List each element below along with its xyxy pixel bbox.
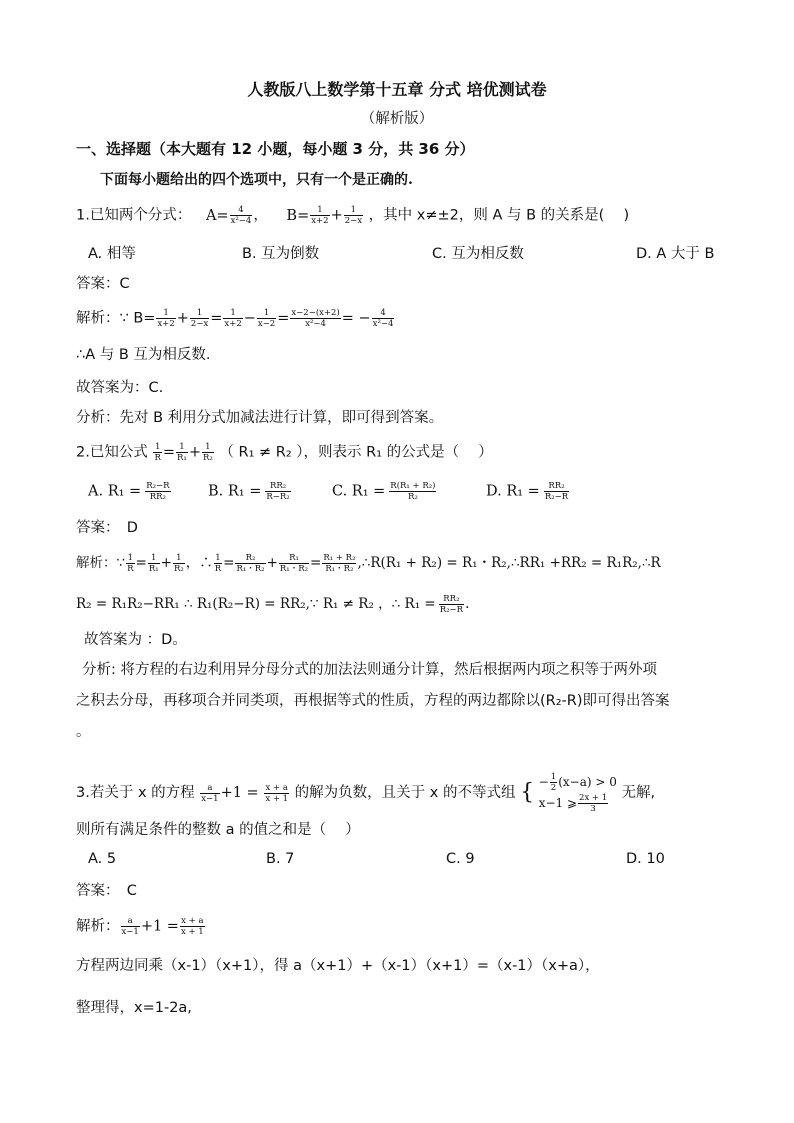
q3-stem-a: 3.若关于 x 的方程 [76, 785, 195, 801]
q3-answer: 答案： C [76, 883, 137, 899]
q1-jx-f2: $\frac{1}{2-x}$ [190, 308, 209, 329]
q1-stem-b: ，其中 x≠±2，则 A 与 B 的关系是( ) [368, 207, 630, 224]
q1-jx-op: + [176, 310, 189, 327]
q3-line3: 整理得，x=1-2a, [76, 1000, 192, 1016]
instruction: 下面每小题给出的四个选项中，只有一个是正确的. [100, 172, 413, 188]
q1-jx-f3: $\frac{1}{x+2}$ [224, 308, 242, 329]
q1-jx-label: 解析：∵ B= [76, 310, 156, 327]
q2-f2: $\frac{1}{\text{R₁}}$ [177, 442, 187, 463]
q3-option-c: C. 9 [446, 851, 475, 867]
q1-a-label: A= [205, 207, 229, 224]
q1-line4: 分析：先对 B 利用分式加减法进行计算，即可得到答案。 [76, 410, 444, 426]
q1-option-c: C. 互为相反数 [432, 246, 524, 262]
q1-line3: 故答案为：C. [76, 380, 164, 396]
q2-f1: $\frac{1}{R}$ [154, 442, 161, 463]
q2-f3: $\frac{1}{\text{R₂}}$ [202, 442, 213, 463]
q1-jx-f5: $\frac{x-2-(x+2)}{\text{x²−4}}$ [291, 308, 340, 329]
q2-analysis-3: 。 [76, 724, 91, 740]
q2-analysis-2: 之积去分母，再移项合并同类项，再根据等式的性质，方程的两边都除以(R₂-R)即可得出答案 [76, 693, 670, 709]
q1-jx-op: = [277, 310, 290, 327]
q1-jx-f1: $\frac{1}{x+2}$ [157, 308, 175, 329]
q2-option-c: C. R₁ = $\frac{\text{R(R₁ + R₂)}}{\text{R₂}}$ [332, 481, 436, 502]
q3-jx-f1: $\frac{a}{x-1}$ [121, 916, 139, 937]
q1-jx-op: − [243, 310, 256, 327]
q2-solution-line2: R₂ = R₁R₂−RR₁ ∴ R₁(R₂−R) = RR₂,∵ R₁ ≠ R₂ ，∴ R₁ = $\frac{\text{RR₂}}{\text{R₂−R}}$ . [76, 594, 470, 615]
q2-analysis-1: 分析: 将方程的右边利用异分母分式的加法法则通分计算，然后根据两内项之积等于两外项 [82, 662, 657, 678]
q3-stem [76, 772, 655, 814]
q3-stem-b: 的解为负数，且关于 x 的不等式组 [294, 785, 516, 801]
q1-stem-a: 1.已知两个分式： [76, 207, 192, 224]
q2-answer: 答案： D [76, 520, 138, 536]
q3-solution [76, 916, 206, 937]
q1-a-fraction: $\frac{4}{\text{x²−4}}$ [230, 205, 252, 226]
q3-jx-op: +1 = [140, 918, 179, 935]
q1-jx-f6: $\frac{4}{\text{x²−4}}$ [372, 308, 394, 329]
q1-jx-op: = − [341, 310, 371, 327]
q2-op: = [162, 444, 176, 461]
q3-stem2: 则所有满足条件的整数 a 的值之和是（ ） [76, 822, 360, 838]
doc-title: 人教版八上数学第十五章 分式 培优测试卷 [247, 80, 547, 99]
q2-option-b: B. R₁ = $\frac{\text{RR₂}}{\text{R−R₂}}$ [208, 481, 290, 502]
q3-stem-c: 无解, [621, 785, 656, 801]
q3-f1: $\frac{a}{x-1}$ [201, 782, 219, 804]
q1-jx-op: = [210, 310, 223, 327]
q3-f2: $\frac{x + a}{x + 1}$ [265, 782, 289, 804]
q3-line2: 方程两边同乘（x-1）（x+1），得 a（x+1）+（x-1）（x+1）=（x-1）（x+a）， [76, 958, 600, 974]
q3-jx-label: 解析： [76, 918, 120, 935]
q3-option-d: D. 10 [626, 851, 665, 867]
q3-option-b: B. 7 [266, 851, 295, 867]
q2-stem [76, 442, 493, 463]
q2-stem-a: 2.已知公式 [76, 444, 148, 461]
q2-option-d: D. R₁ = $\frac{\text{RR₂}}{\text{R₂−R}}$ [486, 481, 569, 502]
q2-solution-line1: 解析：∵ $\frac{1}{R}$ = $\frac{1}{\text{R₁}}$ + $\frac{1}{\text{R₂}}$ ，∴ $\frac{1}{R}$ = $\frac{\text{R₂}}{\text{R₁・R₂}}$ + $\frac{\text{R₁}}{\text{R₁・R₂}}$ = $\frac{\text{R₁ + R₂}}{\text{R₁・R₂}}$ ,∴R(R₁ + R₂) = R₁・R₂,∴RR₁ +RR₂ = R₁R₂,∴R [76, 553, 661, 574]
doc-subtitle: （解析版） [360, 111, 434, 127]
q3-jx-f2: $\frac{x + a}{x + 1}$ [180, 916, 204, 937]
q1-option-b: B. 互为倒数 [242, 246, 320, 262]
q1-b-label: B= [286, 207, 310, 224]
q3-op: +1 = [220, 785, 259, 801]
q1-sep: ， [253, 207, 268, 224]
q1-answer: 答案：C [76, 276, 130, 292]
q1-jx-f4: $\frac{1}{x-2}$ [257, 308, 276, 329]
q2-stem-b: （ R₁ ≠ R₂ ），则表示 R₁ 的公式是（ ） [219, 444, 493, 461]
section-heading: 一、选择题（本大题有 12 小题，每小题 3 分，共 36 分） [76, 140, 475, 158]
q1-option-d: D. A 大于 B [636, 246, 715, 262]
q3-inequality-system: − $\frac{1}{2}$ (x−a) > 0 x−1 ⩾ $\frac{2x + 1}{3}$ [538, 772, 617, 814]
q1-b-fraction-2: $\frac{1}{2-x}$ [344, 205, 363, 226]
q1-line2: ∴A 与 B 互为相反数. [76, 347, 211, 363]
q3-brace: { [520, 780, 535, 805]
q1-solution [76, 308, 395, 329]
q1-option-a: A. 相等 [88, 246, 136, 262]
q1-stem [76, 205, 629, 226]
q2-op: + [188, 444, 201, 461]
q2-option-a: A. R₁ = $\frac{\text{R₂−R}}{\text{RR₂}}$ [88, 481, 170, 502]
q1-plus: + [330, 207, 343, 224]
q1-b-fraction-1: $\frac{1}{x+2}$ [311, 205, 329, 226]
q2-line3: 故答案为 ：D。 [84, 632, 187, 648]
q3-option-a: A. 5 [88, 851, 117, 867]
